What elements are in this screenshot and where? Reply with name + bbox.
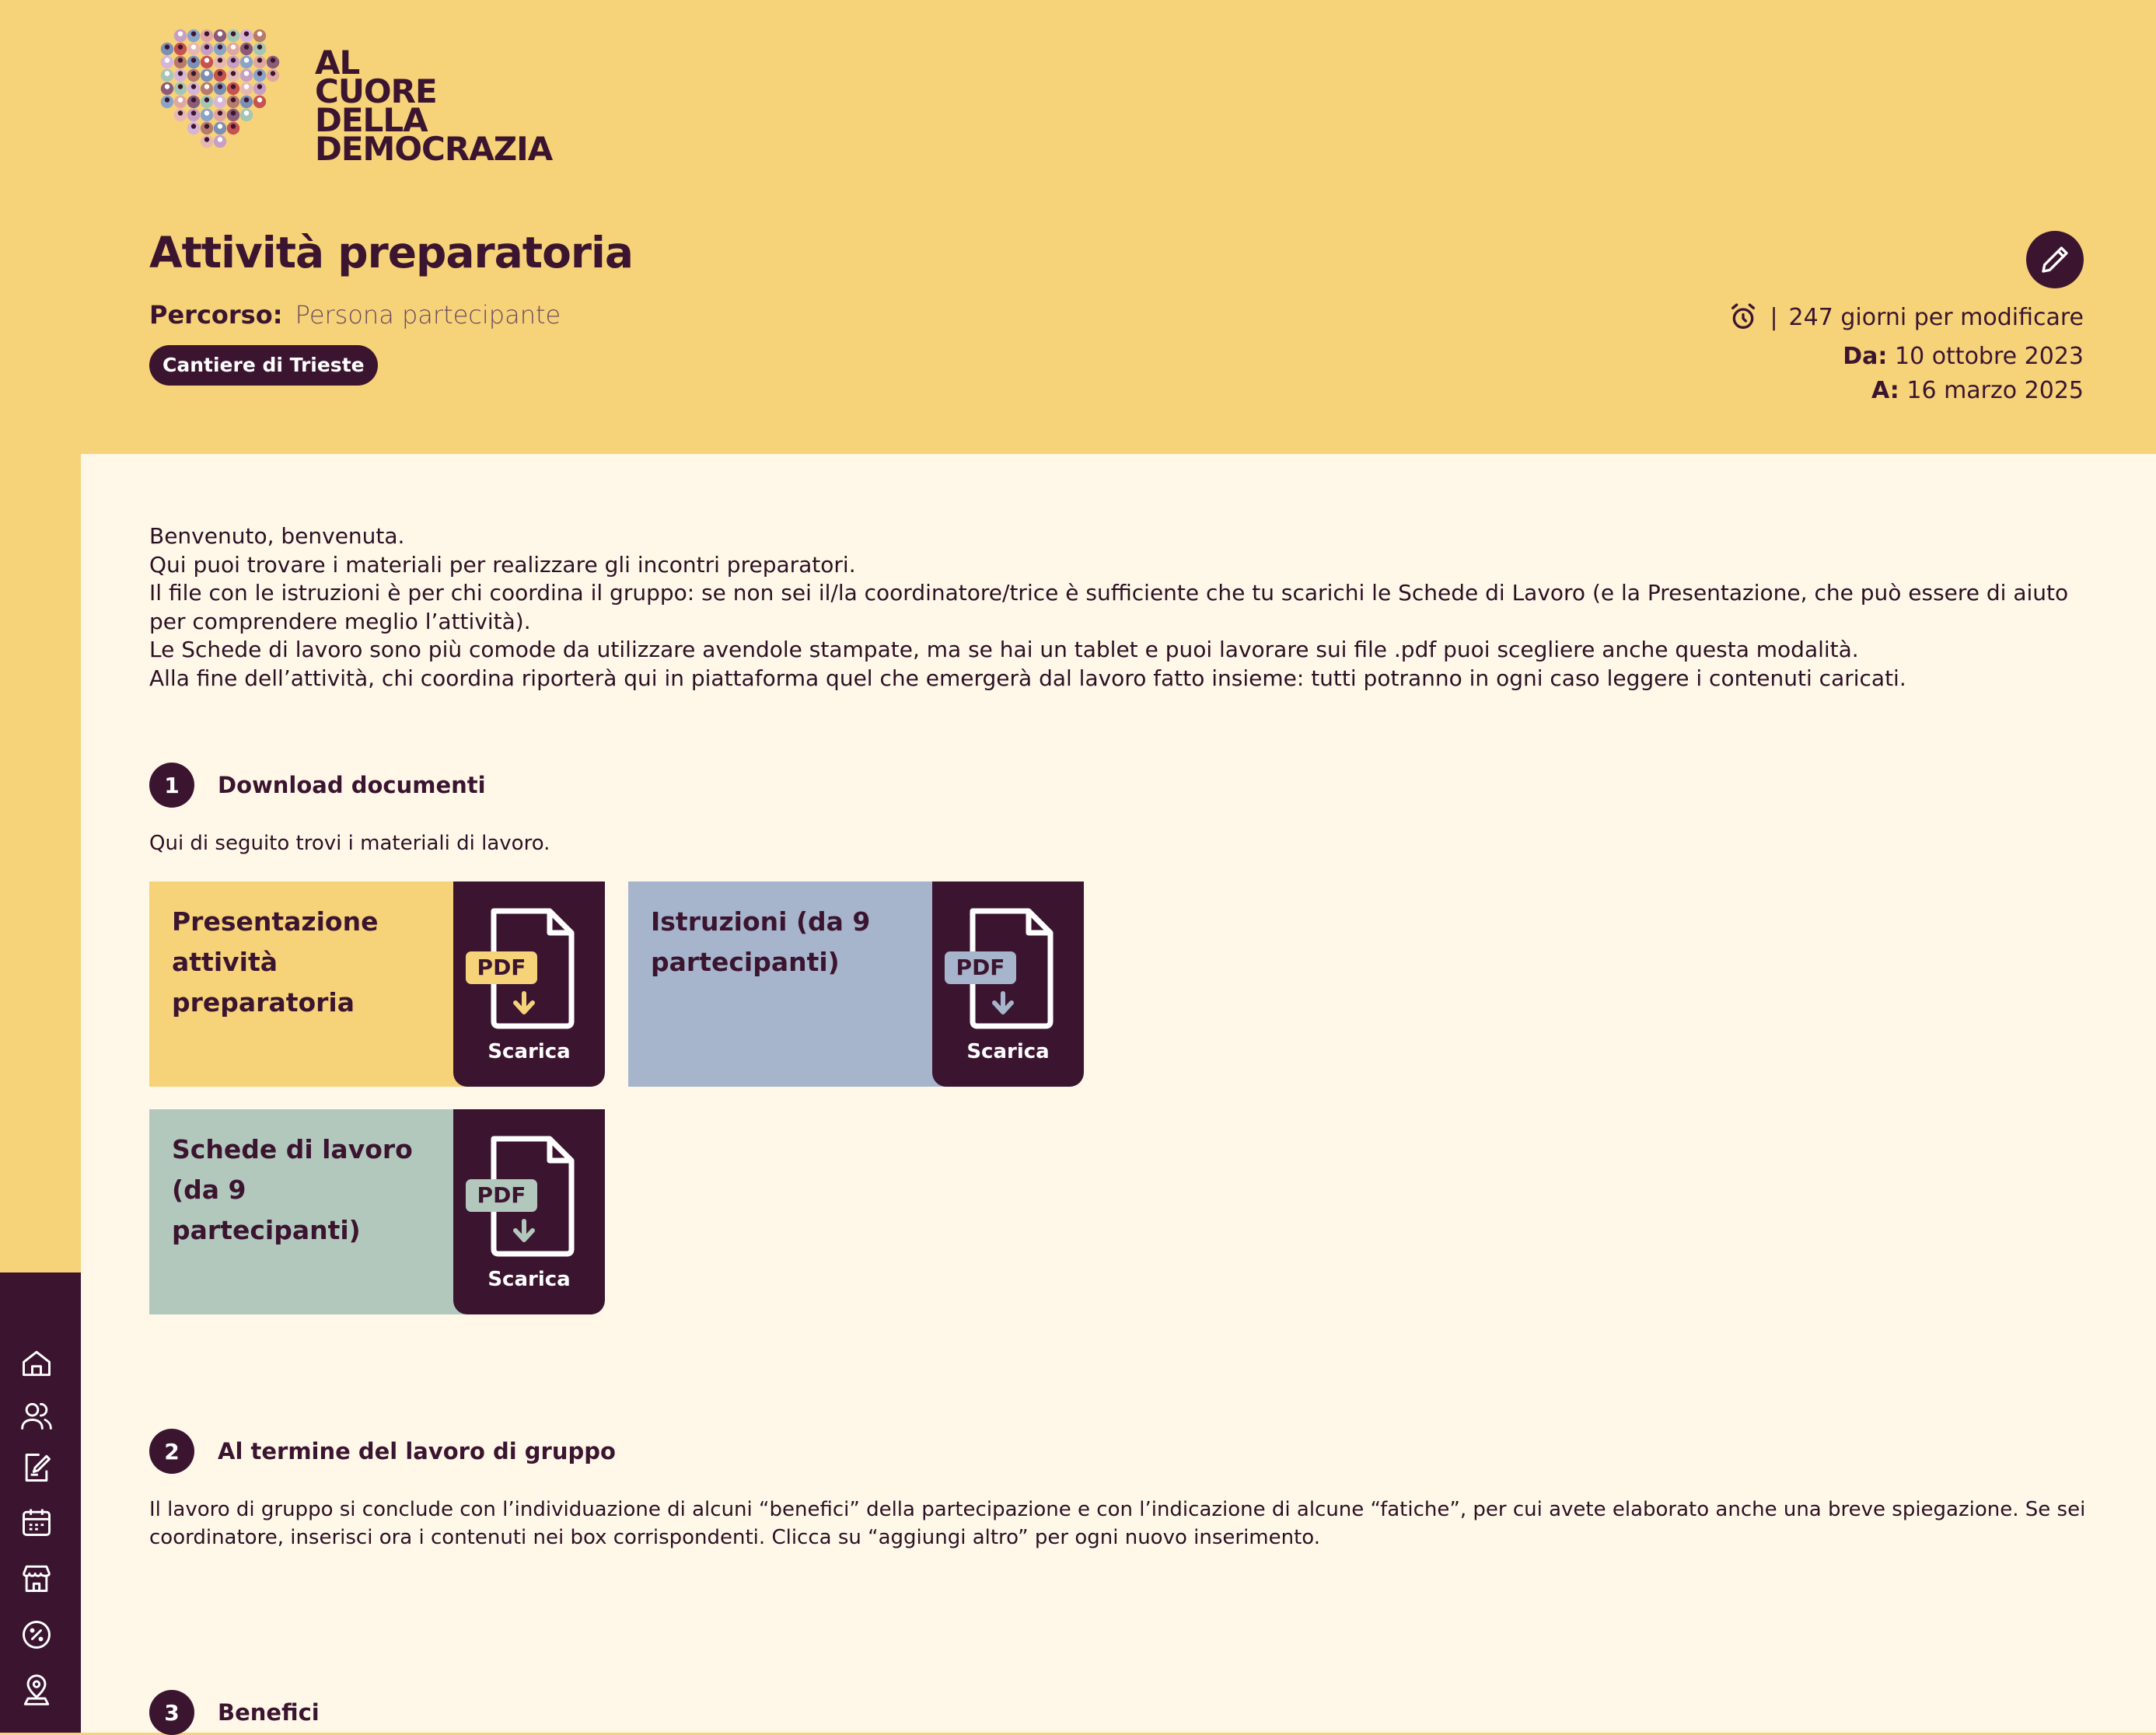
step-termine	[149, 1429, 616, 1474]
pdf-file-icon	[942, 906, 1074, 1039]
step-description: Qui di seguito trovi i materiali di lavoro.	[149, 832, 550, 855]
step-benefici	[149, 1690, 320, 1735]
edit-deadline	[1728, 302, 2084, 333]
download-button[interactable]	[932, 881, 1084, 1087]
svg-text:PDF: PDF	[477, 1182, 526, 1208]
document-title: Presentazione attività preparatoria	[172, 906, 379, 1018]
step-number: 1	[149, 763, 194, 808]
separator: |	[1770, 303, 1778, 331]
badge-check-icon[interactable]	[17, 1615, 56, 1654]
logo-wordmark: AL CUORE DELLA DEMOCRAZIA	[315, 44, 553, 168]
store-icon[interactable]	[17, 1559, 56, 1597]
download-label: Scarica	[966, 1040, 1050, 1063]
pdf-file-icon	[463, 1134, 595, 1266]
intro-text: Benvenuto, benvenuta. Qui puoi trovare i materiali per realizzare gli incontri preparatori. Il file con le istruzioni è per chi coordina il gruppo: se non sei il/la coordinatore/trice è sufficiente che tu scarichi le Schede di Lavoro (e la Presentazione, che può essere di aiuto per comprendere meglio l’attività). Le Schede di lavoro sono più comode da utilizzare avendole stampate, ma se hai un tablet e puoi lavorare sui file .pdf puoi scegliere anche questa modalità. Alla fine dell’attività, chi coordina riporterà qui in piattaforma quel che emergerà dal lavoro fatto insieme: tutti potranno in ogni caso leggere i contenuti caricati.	[149, 523, 2069, 691]
location-user-icon[interactable]	[17, 1670, 56, 1709]
site-badge: Cantiere di Trieste	[149, 345, 378, 386]
date-to: A: 16 marzo 2025	[1871, 377, 2084, 404]
step-number: 3	[149, 1690, 194, 1735]
route-value: Persona partecipante	[295, 300, 561, 330]
users-icon[interactable]	[17, 1396, 56, 1435]
page-title: Attività preparatoria	[149, 228, 633, 278]
download-label: Scarica	[487, 1040, 571, 1063]
pencil-icon	[2039, 244, 2070, 275]
document-title: Istruzioni (da 9 partecipanti)	[651, 906, 871, 977]
route-info	[149, 300, 561, 330]
document-card-istruzioni[interactable]	[628, 881, 1084, 1087]
download-button[interactable]	[453, 881, 605, 1087]
days-left: 247 giorni per modificare	[1788, 303, 2084, 331]
route-label: Percorso:	[149, 300, 283, 330]
document-card-schede[interactable]	[149, 1109, 605, 1314]
content-panel	[81, 454, 2156, 1733]
step-title: Benefici	[218, 1699, 320, 1726]
edit-button[interactable]	[2026, 231, 2084, 288]
sidebar	[0, 1272, 81, 1733]
home-icon[interactable]	[17, 1344, 56, 1383]
step-title: Download documenti	[218, 772, 486, 798]
date-from: Da: 10 ottobre 2023	[1843, 343, 2084, 370]
step-number: 2	[149, 1429, 194, 1474]
step-download	[149, 763, 486, 808]
step-title: Al termine del lavoro di gruppo	[218, 1438, 616, 1464]
svg-text:PDF: PDF	[477, 955, 526, 980]
document-card-presentazione[interactable]	[149, 881, 605, 1087]
pdf-file-icon	[463, 906, 595, 1039]
step-description: Il lavoro di gruppo si conclude con l’individuazione di alcuni “benefici” della partecipazione e con l’indicazione di alcune “fatiche”, per cui avete elaborato anche una breve spiegazione. Se sei coordinatore, inserisci ora i contenuti nei box corrispondenti. Clicca su “aggiungi altro” per ogni nuovo inserimento.	[149, 1498, 2086, 1549]
download-label: Scarica	[487, 1268, 571, 1291]
alarm-clock-icon	[1728, 302, 1759, 333]
document-title: Schede di lavoro (da 9 partecipanti)	[172, 1134, 413, 1245]
svg-text:PDF: PDF	[956, 955, 1005, 980]
edit-note-icon[interactable]	[17, 1448, 56, 1487]
download-button[interactable]	[453, 1109, 605, 1314]
calendar-icon[interactable]	[17, 1503, 56, 1541]
logo-heart-icon	[148, 28, 284, 168]
